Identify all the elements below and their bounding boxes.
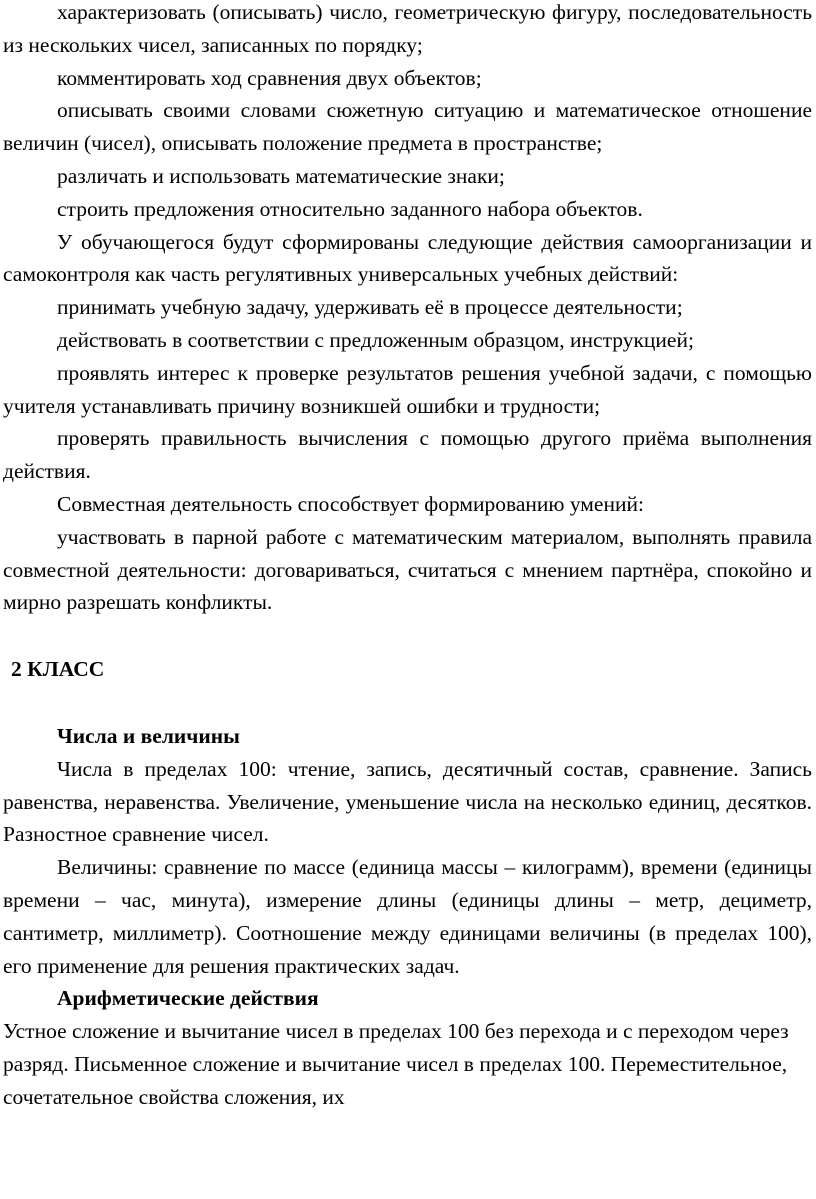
paragraph-1: характеризовать (описывать) число, геометрическую фигуру, последовательность из нескольких чисел, записанных по порядку;	[3, 0, 812, 57]
paragraph-2: комментировать ход сравнения двух объектов;	[57, 65, 482, 90]
paragraph-4: различать и использовать математические знаки;	[57, 163, 505, 188]
class-heading: 2 КЛАСС	[11, 657, 105, 682]
paragraph-7: принимать учебную задачу, удерживать её в процессе деятельности;	[57, 295, 683, 320]
section-heading-numbers: Числа и величины	[57, 723, 240, 748]
paragraph-9: проявлять интерес к проверке результатов решения учебной задачи, с помощью учителя устанавливать причину возникшей ошибки и трудности;	[3, 360, 812, 418]
paragraph-10: проверять правильность вычисления с помощью другого приёма выполнения действия.	[3, 426, 812, 484]
section-heading-arithmetic: Арифметические действия	[57, 986, 319, 1011]
paragraph-11: Совместная деятельность способствует формированию умений:	[57, 491, 644, 516]
paragraph-3: описывать своими словами сюжетную ситуацию и математическое отношение величин (чисел), описывать положение предмета в пространстве;	[3, 98, 812, 156]
paragraph-6: У обучающегося будут сформированы следующие действия самоорганизации и самоконтроля как часть регулятивных универсальных учебных действий:	[3, 229, 812, 287]
section1-paragraph-1: Числа в пределах 100: чтение, запись, десятичный состав, сравнение. Запись равенства, неравенства. Увеличение, уменьшение числа на несколько единиц, десятков. Разностное сравнение чисел.	[3, 756, 812, 847]
section1-paragraph-2: Величины: сравнение по массе (единица массы – килограмм), времени (единицы времени – час, минута), измерение длины (единицы длины – метр, дециметр, сантиметр, миллиметр). Соотношение между единицами величины (в пределах 100), его применение для решения практических задач.	[3, 855, 812, 978]
paragraph-5: строить предложения относительно заданного набора объектов.	[57, 196, 643, 221]
section2-paragraph: Устное сложение и вычитание чисел в пределах 100 без перехода и с переходом через разряд. Письменное сложение и вычитание чисел в пределах 100. Переместительное, сочетательное свойства сложения, их	[3, 1019, 789, 1109]
paragraph-12: участвовать в парной работе с математическим материалом, выполнять правила совместной деятельности: договариваться, считаться с мнением партнёра, спокойно и мирно разрешать конфликты.	[3, 524, 812, 615]
paragraph-8: действовать в соответствии с предложенным образцом, инструкцией;	[57, 327, 694, 352]
